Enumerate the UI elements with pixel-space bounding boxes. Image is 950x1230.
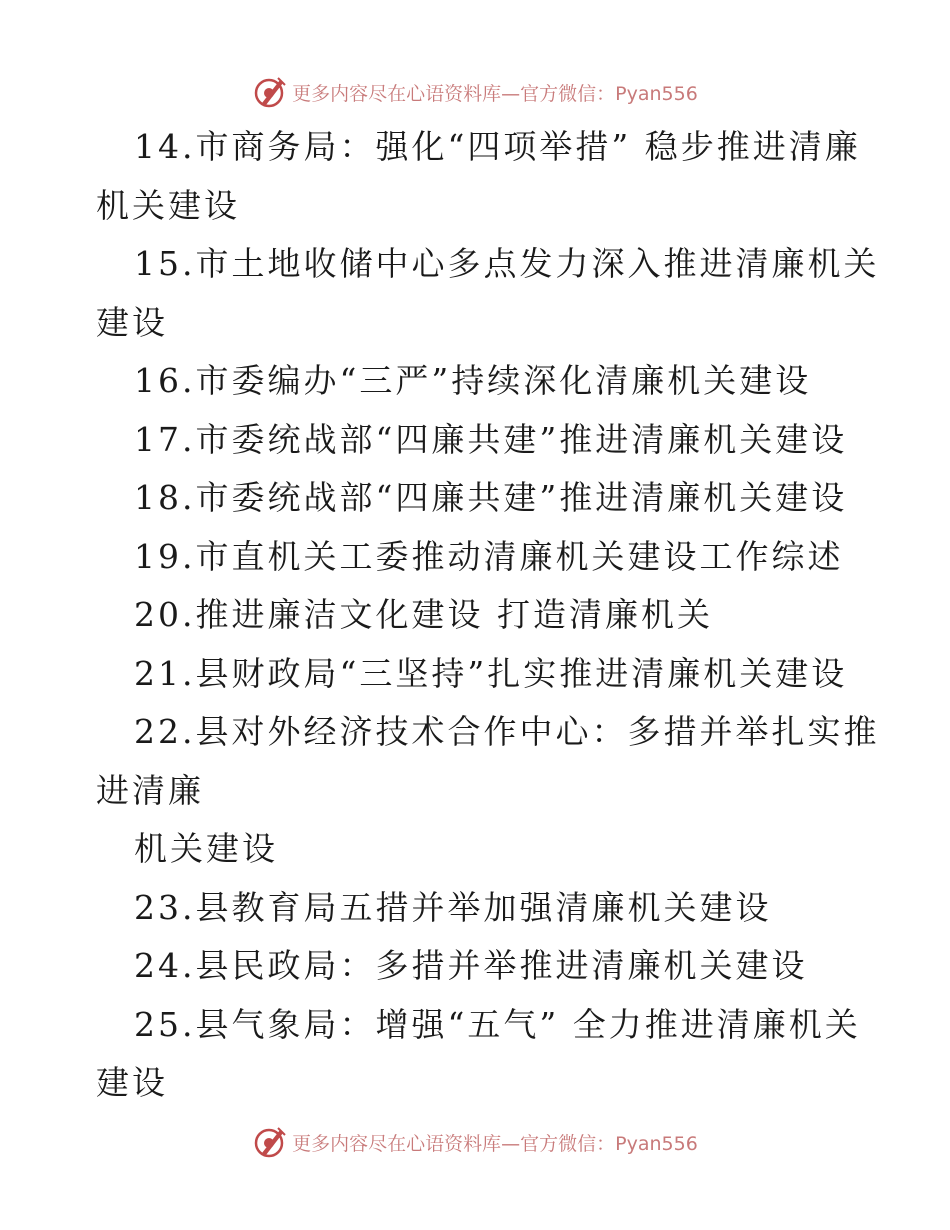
document-line: 17.市委统战部“四廉共建”推进清廉机关建设: [134, 419, 848, 459]
document-line: 19.市直机关工委推动清廉机关建设工作综述: [134, 536, 844, 576]
pen-logo-icon: [252, 74, 288, 110]
pen-logo-icon: [252, 1124, 288, 1160]
document-body: [96, 118, 896, 1113]
document-line: 机关建设: [96, 185, 240, 225]
document-line: 16.市委编办“三严”持续深化清廉机关建设: [134, 361, 812, 400]
watermark-text: 更多内容尽在心语资料库—官方微信：Pyan556: [292, 82, 698, 105]
document-line: 机关建设: [134, 829, 278, 868]
document-line: 15.市土地收储中心多点发力深入推进清廉机关: [134, 244, 880, 283]
footer-watermark: [0, 1122, 950, 1162]
document-line: 进清廉: [96, 770, 204, 810]
document-line: 24.县民政局：多措并举推进清廉机关建设: [134, 946, 808, 985]
watermark-text: 更多内容尽在心语资料库—官方微信：Pyan556: [292, 1132, 698, 1155]
document-line: 21.县财政局“三坚持”扎实推进清廉机关建设: [134, 653, 848, 693]
document-line: 22.县对外经济技术合作中心：多措并举扎实推: [134, 712, 880, 751]
document-line: 25.县气象局：增强“五气” 全力推进清廉机关: [134, 1004, 861, 1044]
document-line: 14.市商务局：强化“四项举措” 稳步推进清廉: [134, 127, 861, 166]
header-watermark: [0, 72, 950, 112]
document-line: 23.县教育局五措并举加强清廉机关建设: [134, 887, 772, 927]
document-line: 建设: [96, 302, 168, 342]
document-line: 20.推进廉洁文化建设 打造清廉机关: [134, 595, 713, 634]
document-line: 18.市委统战部“四廉共建”推进清廉机关建设: [134, 478, 848, 517]
document-line: 建设: [96, 1063, 168, 1102]
